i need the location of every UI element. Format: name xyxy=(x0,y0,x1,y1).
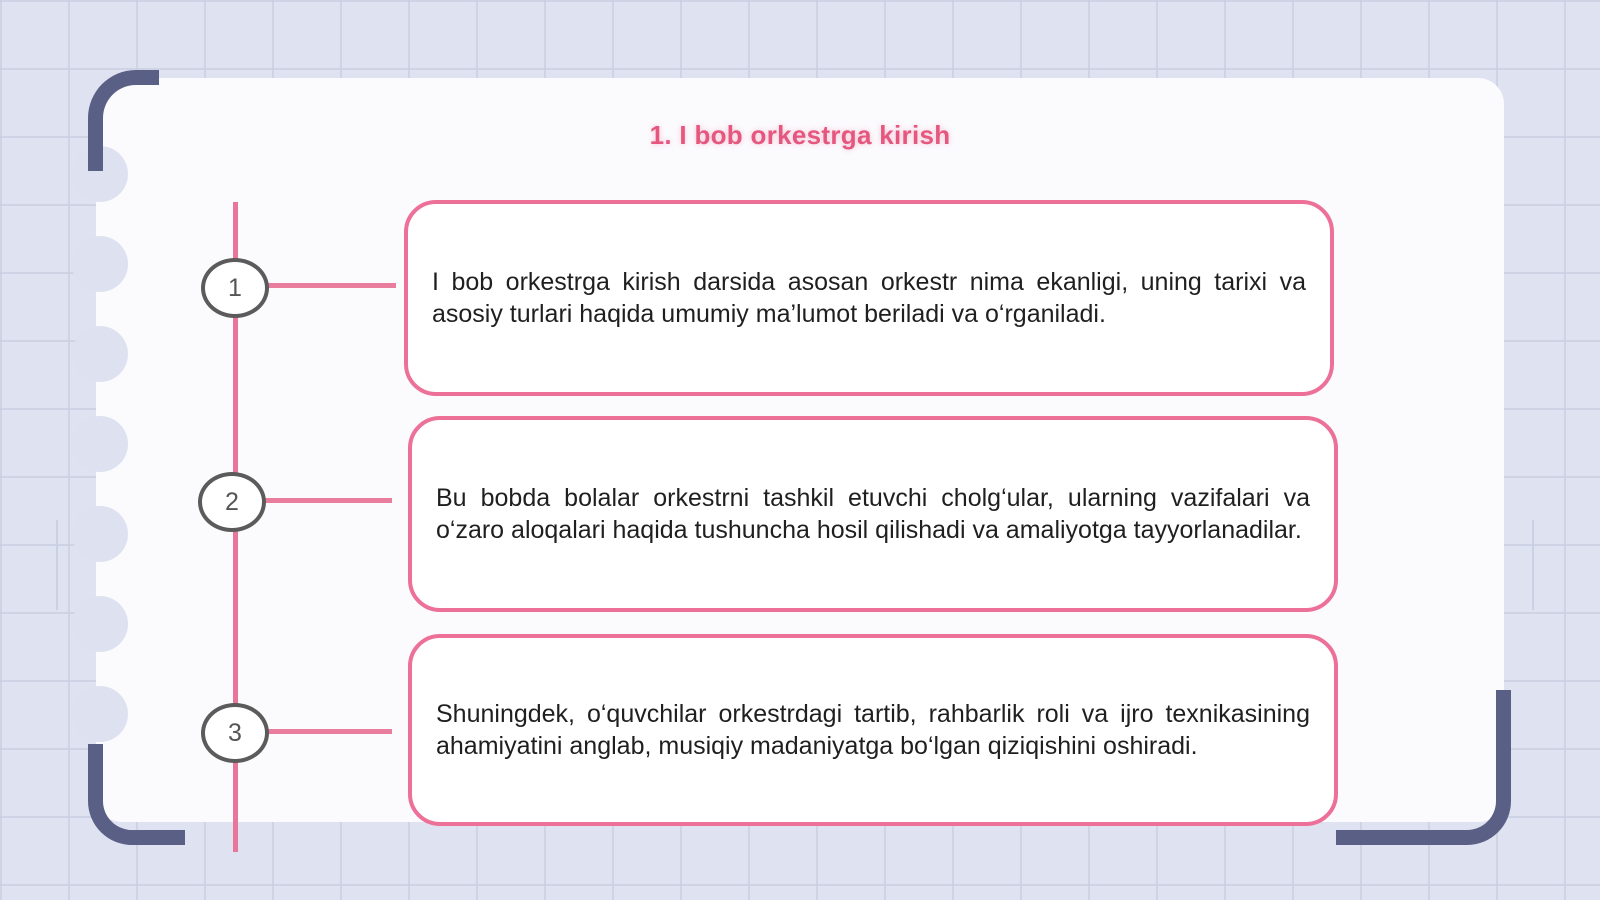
corner-bracket-bottom-right xyxy=(1336,690,1511,845)
corner-bracket-bottom-left xyxy=(88,744,185,845)
step-number-badge: 2 xyxy=(198,472,266,532)
paper-scallop xyxy=(72,506,128,562)
background-grid-line xyxy=(1532,520,1534,610)
step-number-badge: 1 xyxy=(201,258,269,318)
background-grid-line xyxy=(56,520,58,610)
timeline-connector xyxy=(266,729,392,734)
paper-scallop xyxy=(72,416,128,472)
timeline-connector xyxy=(262,498,392,503)
step-card-text: I bob orkestrga kirish darsida asosan orkestr nima ekanligi, uning tarixi va asosiy turlari haqida umumiy ma’lumot beriladi va o‘rganiladi. xyxy=(432,268,1306,328)
step-card xyxy=(404,200,1334,396)
step-card xyxy=(408,416,1338,612)
slide-title: 1. I bob orkestrga kirish xyxy=(649,120,951,150)
step-number-badge: 3 xyxy=(201,703,269,763)
paper-scallop xyxy=(72,236,128,292)
timeline-connector xyxy=(266,283,396,288)
paper-scallop xyxy=(72,326,128,382)
step-card xyxy=(408,634,1338,826)
paper-scallop xyxy=(72,596,128,652)
step-card-text: Bu bobda bolalar orkestrni tashkil etuvchi cholg‘ular, ularning vazifalari va o‘zaro aloqalari haqida tushuncha hosil qilishadi va amaliyotga tayyorlanadilar. xyxy=(436,484,1310,544)
step-card-text: Shuningdek, o‘quvchilar orkestrdagi tartib, rahbarlik roli va ijro texnikasining ahamiyatini anglab, musiqiy madaniyatga bo‘lgan qiziqishini oshiradi. xyxy=(436,700,1310,760)
paper-scallop xyxy=(72,686,128,742)
